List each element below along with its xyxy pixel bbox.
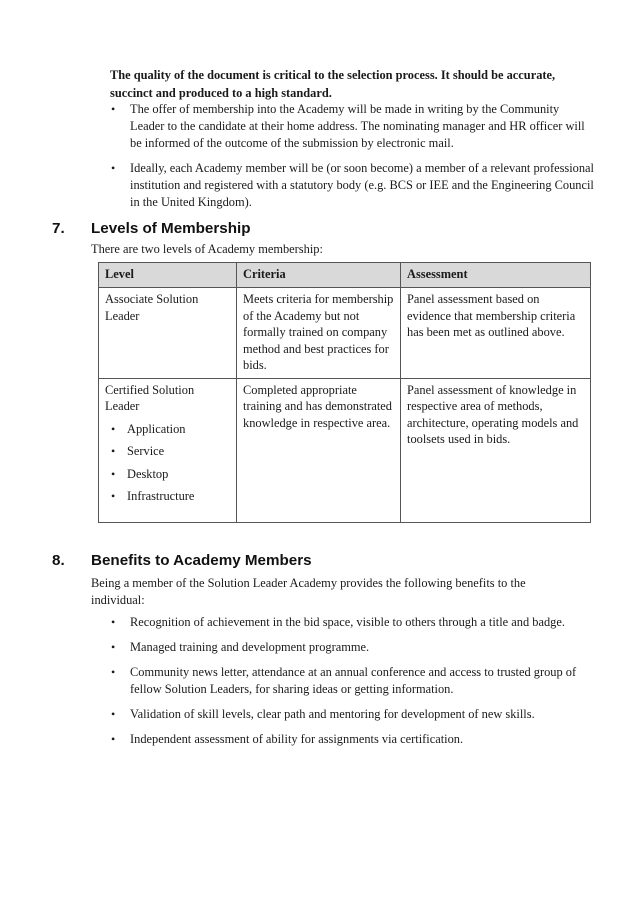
section-8-number: 8. [52,552,65,569]
bullet-icon: • [111,732,116,746]
bullet-icon: • [111,489,116,503]
list-item-text: Community news letter, attendance at an annual conference and access to trusted group of fellow Solution Leaders, for sharing ideas or getting information. [130,665,577,696]
bullet-icon: • [111,615,116,629]
list-item-text: Ideally, each Academy member will be (or soon become) a member of a relevant professional institution and registered with a statutory body (e.g. BCS or IEE and the Engineering Council in the United Kingdom). [130,161,595,209]
bullet-icon: • [111,707,116,721]
list-item [111,731,595,748]
benefits-bullet-list [111,614,595,756]
list-item-text: Recognition of achievement in the bid space, visible to others through a title and badge. [130,615,565,629]
list-item-text: Application [127,421,186,436]
header-criteria: Criteria [237,263,401,288]
list-item [111,706,595,723]
header-assessment: Assessment [401,263,591,288]
list-item-text: Managed training and development programme. [130,640,370,654]
list-item-text: Desktop [127,466,169,481]
list-item [111,421,230,438]
bullet-icon: • [111,421,116,436]
list-item [111,614,595,631]
list-item-text: Infrastructure [127,489,195,503]
cell-level-text: Certified Solution Leader [105,382,195,413]
cell-level [99,378,237,522]
list-item-text: The offer of membership into the Academy will be made in writing by the Community Leader to the candidate at their home address. The nominating manager and HR officer will be informed of the outcome of the submission by electronic mail. [130,102,585,150]
bullet-icon: • [111,466,116,481]
level-sublist [105,421,230,506]
cell-assessment: Panel assessment of knowledge in respective area of methods, architecture, operating models and toolsets used in bids. [401,378,591,522]
section-7-intro: There are two levels of Academy membership: [91,242,323,256]
bullet-icon: • [111,161,116,175]
header-level: Level [99,263,237,288]
section-8-title: Benefits to Academy Members [91,552,312,569]
list-item [111,488,230,505]
list-item [111,466,230,483]
list-item [111,443,230,460]
membership-levels-table [98,262,591,523]
list-item [111,639,595,656]
table-row [99,378,591,522]
bullet-icon: • [111,444,116,458]
list-item-text: Independent assessment of ability for assignments via certification. [130,732,464,746]
cell-assessment: Panel assessment based on evidence that membership criteria has been met as outlined above. [401,288,591,379]
cell-criteria: Meets criteria for membership of the Academy but not formally trained on company method and best practices for bids. [237,288,401,379]
intro-bullet-list [111,101,595,219]
list-item-text: Validation of skill levels, clear path and mentoring for development of new skills. [130,707,535,721]
section-7-number: 7. [52,220,65,237]
cell-criteria: Completed appropriate training and has demonstrated knowledge in respective area. [237,378,401,522]
bullet-icon: • [111,102,116,116]
cell-level: Associate Solution Leader [99,288,237,379]
table-header-row [99,263,591,288]
intro-bold-paragraph: The quality of the document is critical to the selection process. It should be accurate, succinct and produced to a high standard. [110,68,556,100]
bullet-icon: • [111,665,116,679]
list-item [111,160,595,211]
section-7-title: Levels of Membership [91,220,251,237]
bullet-icon: • [111,640,116,654]
table-row [99,288,591,379]
list-item-text: Service [127,444,165,458]
list-item [111,664,595,698]
section-8-intro: Being a member of the Solution Leader Academy provides the following benefits to the individual: [91,576,526,607]
list-item [111,101,595,152]
